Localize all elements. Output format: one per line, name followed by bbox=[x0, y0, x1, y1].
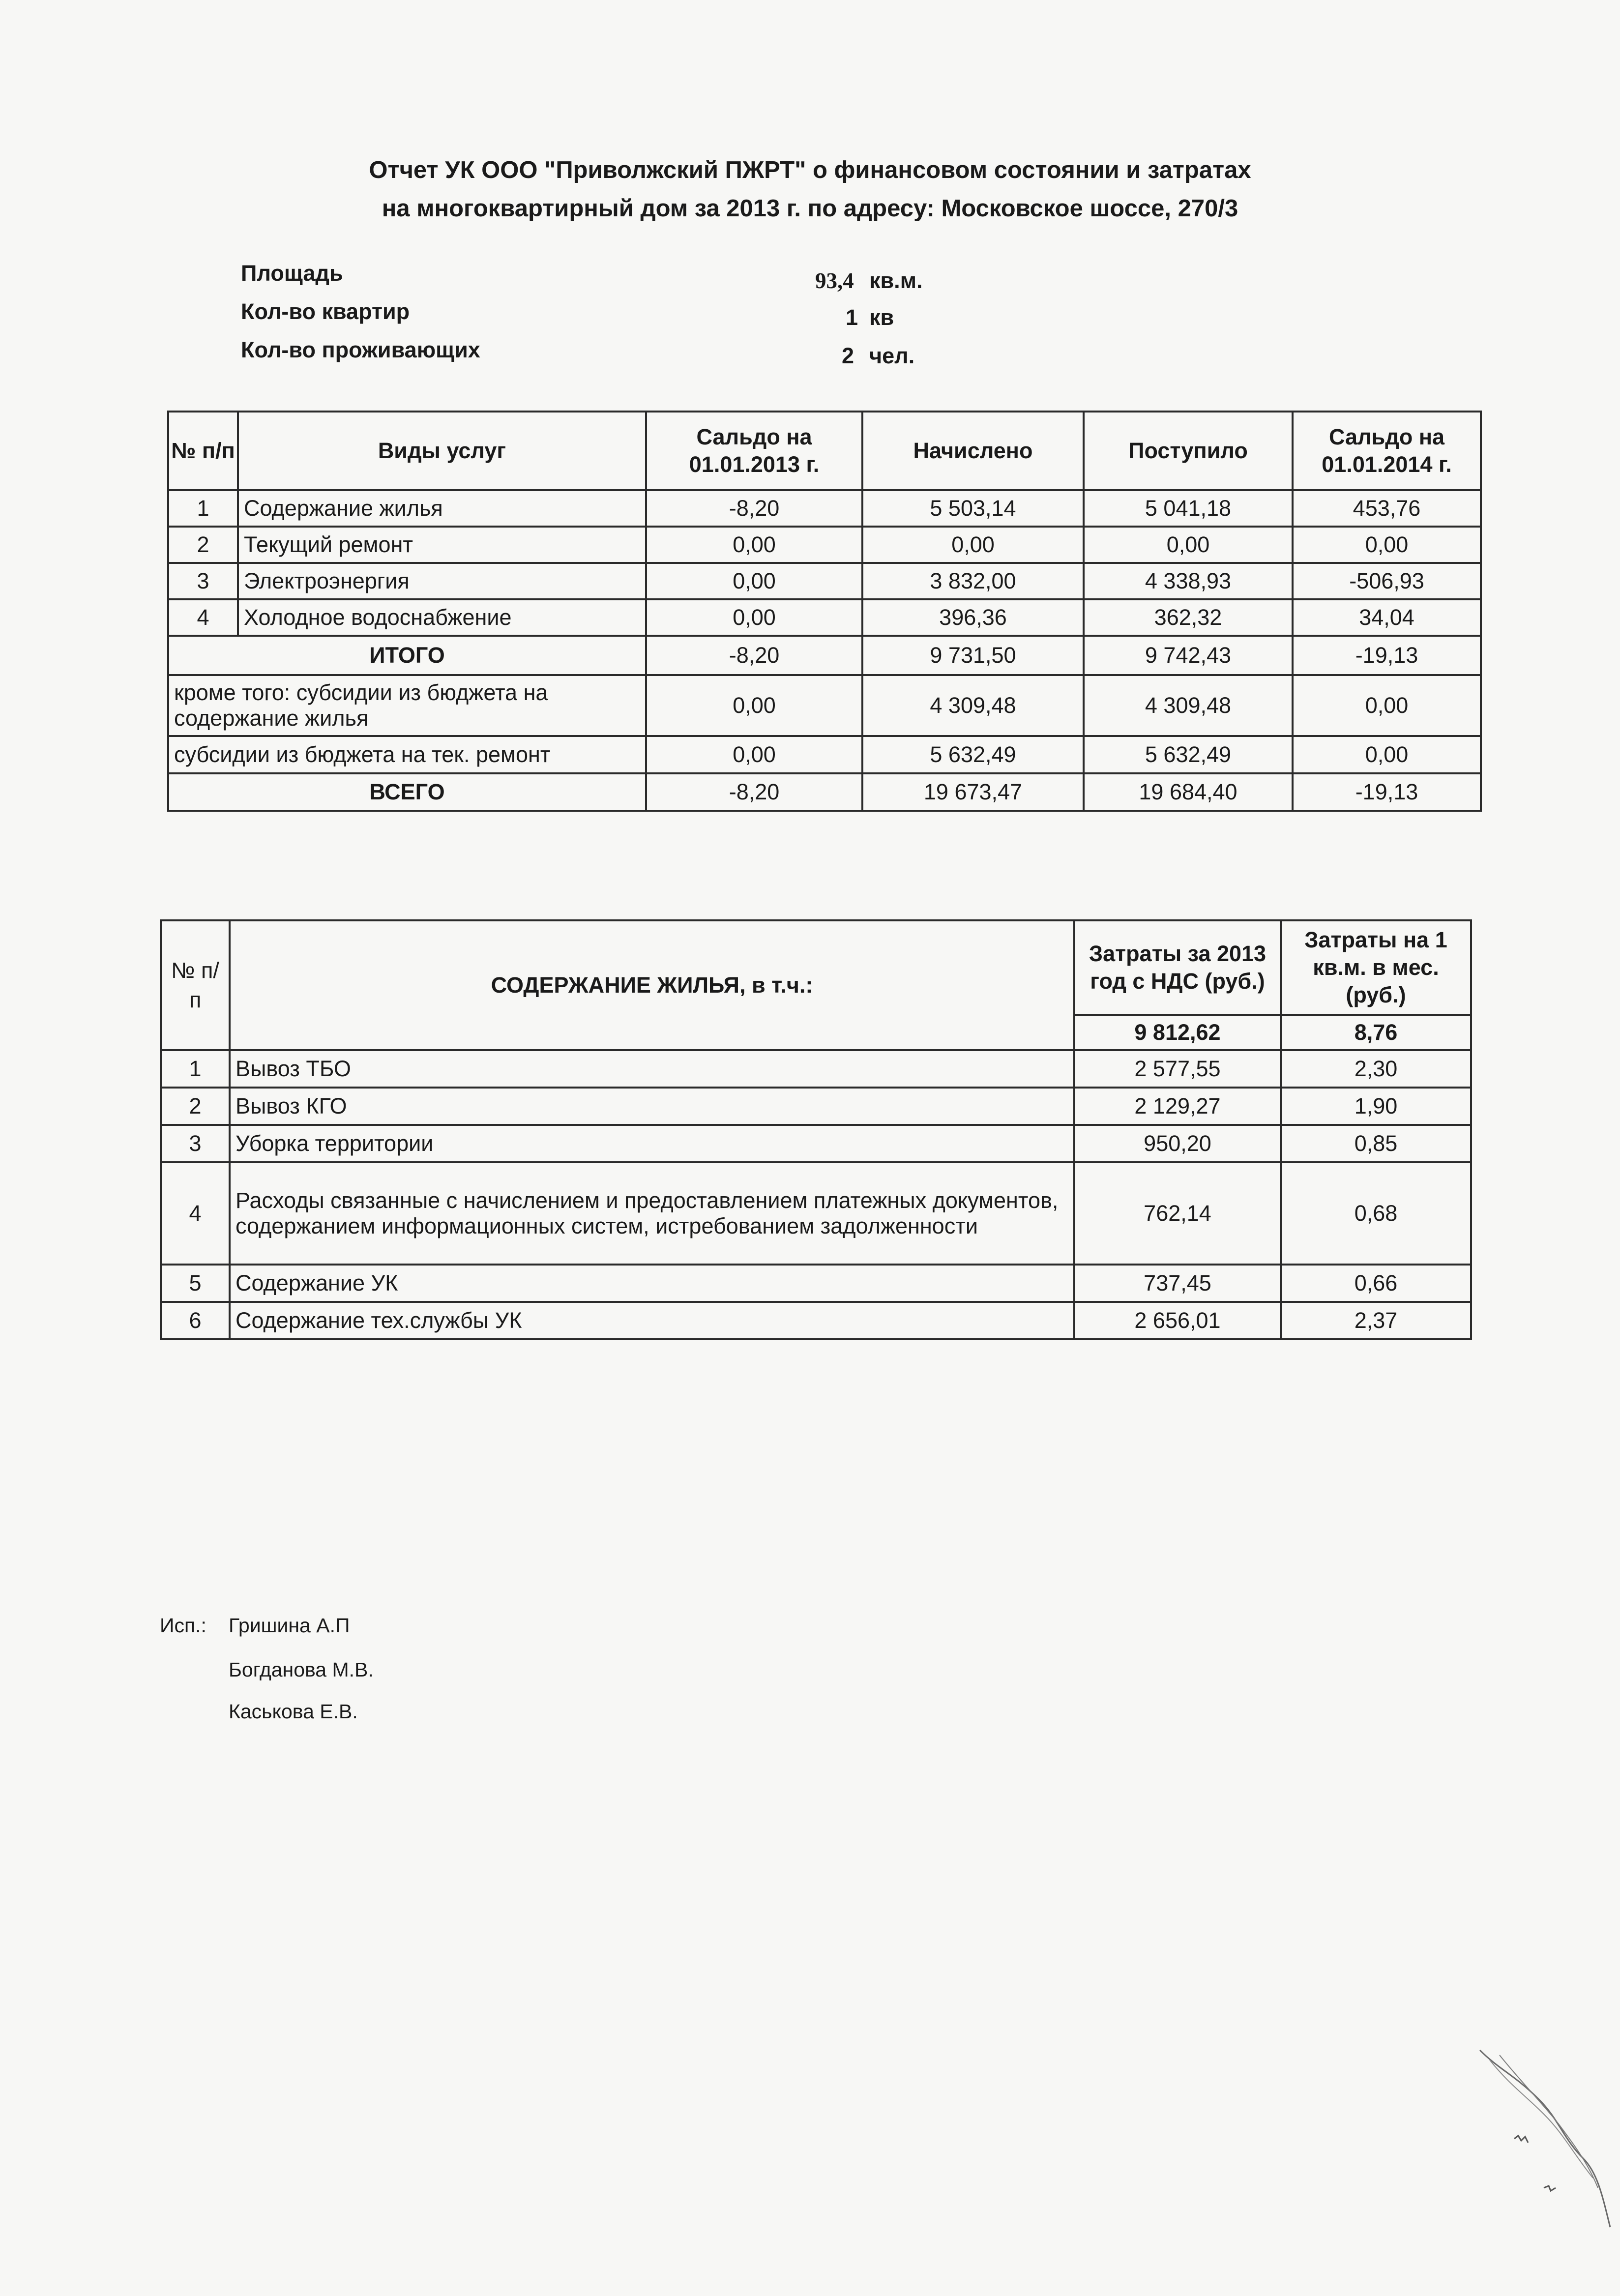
row-number: 1 bbox=[168, 490, 238, 527]
col-header-balance-start: Сальдо на 01.01.2013 г. bbox=[646, 412, 862, 490]
finance-table bbox=[167, 411, 1482, 812]
year-cost: 2 129,27 bbox=[1074, 1088, 1281, 1125]
vsego-accrued: 19 673,47 bbox=[862, 773, 1084, 811]
monthly-cost: 2,30 bbox=[1281, 1050, 1471, 1088]
year-cost: 2 577,55 bbox=[1074, 1050, 1281, 1088]
monthly-cost: 2,37 bbox=[1281, 1302, 1471, 1339]
year-cost: 950,20 bbox=[1074, 1125, 1281, 1162]
cost-name: Вывоз КГО bbox=[230, 1088, 1074, 1125]
residents-label: Кол-во проживающих bbox=[241, 337, 480, 362]
residents-value: 2 bbox=[842, 343, 854, 368]
accrued: 396,36 bbox=[862, 599, 1084, 636]
residents-unit: чел. bbox=[869, 343, 915, 368]
itogo-row bbox=[168, 636, 1481, 675]
report-title-line1: Отчет УК ООО "Приволжский ПЖРТ" о финансовом состоянии и затратах bbox=[369, 157, 1251, 183]
maintenance-costs-table bbox=[160, 919, 1472, 1340]
area-value: 93,4 bbox=[815, 268, 854, 293]
apartments-unit: кв bbox=[869, 305, 894, 330]
balance-start: 0,00 bbox=[646, 527, 862, 563]
table-row bbox=[161, 1125, 1471, 1162]
received: 5 041,18 bbox=[1084, 490, 1293, 527]
monthly-cost: 0,85 bbox=[1281, 1125, 1471, 1162]
subsidy-maintenance-balance-start: 0,00 bbox=[646, 675, 862, 736]
balance-end: 0,00 bbox=[1293, 527, 1481, 563]
cost-name: Уборка территории bbox=[230, 1125, 1074, 1162]
vsego-received: 19 684,40 bbox=[1084, 773, 1293, 811]
col-header-maintenance: СОДЕРЖАНИЕ ЖИЛЬЯ, в т.ч.: bbox=[230, 920, 1074, 1050]
itogo-balance-start: -8,20 bbox=[646, 636, 862, 675]
vsego-row bbox=[168, 773, 1481, 811]
apartments-label: Кол-во квартир bbox=[241, 299, 410, 324]
year-cost: 737,45 bbox=[1074, 1265, 1281, 1302]
itogo-label: ИТОГО bbox=[168, 636, 646, 675]
table-row bbox=[161, 1302, 1471, 1339]
col-header-received: Поступило bbox=[1084, 412, 1293, 490]
monthly-cost: 0,66 bbox=[1281, 1265, 1471, 1302]
apartments-value: 1 bbox=[846, 305, 858, 330]
cost-name: Содержание УК bbox=[230, 1265, 1074, 1302]
subsidy-repair-accrued: 5 632,49 bbox=[862, 736, 1084, 773]
accrued: 0,00 bbox=[862, 527, 1084, 563]
balance-start: 0,00 bbox=[646, 599, 862, 636]
subsidy-maintenance-label: кроме того: субсидии из бюджета на содержание жилья bbox=[168, 675, 646, 736]
area-label: Площадь bbox=[241, 261, 343, 286]
table-row bbox=[168, 563, 1481, 599]
row-number: 4 bbox=[161, 1162, 230, 1265]
service-name: Холодное водоснабжение bbox=[238, 599, 646, 636]
table-header-row bbox=[168, 412, 1481, 490]
balance-start: 0,00 bbox=[646, 563, 862, 599]
received: 362,32 bbox=[1084, 599, 1293, 636]
accrued: 5 503,14 bbox=[862, 490, 1084, 527]
col-header-year-costs: Затраты за 2013 год с НДС (руб.) bbox=[1074, 920, 1281, 1015]
balance-end: 34,04 bbox=[1293, 599, 1481, 636]
col-header-service: Виды услуг bbox=[238, 412, 646, 490]
col-header-accrued: Начислено bbox=[862, 412, 1084, 490]
col-header-monthly-costs: Затраты на 1 кв.м. в мес. (руб.) bbox=[1281, 920, 1471, 1015]
col-header-number: № п/п bbox=[161, 920, 230, 1050]
row-number: 6 bbox=[161, 1302, 230, 1339]
table-row bbox=[161, 1265, 1471, 1302]
report-title-line2: на многоквартирный дом за 2013 г. по адресу: Московское шоссе, 270/3 bbox=[382, 195, 1238, 222]
itogo-balance-end: -19,13 bbox=[1293, 636, 1481, 675]
total-year-costs: 9 812,62 bbox=[1074, 1015, 1281, 1050]
table-row bbox=[161, 1050, 1471, 1088]
service-name: Текущий ремонт bbox=[238, 527, 646, 563]
itogo-accrued: 9 731,50 bbox=[862, 636, 1084, 675]
table-row bbox=[161, 1162, 1471, 1265]
received: 0,00 bbox=[1084, 527, 1293, 563]
row-number: 1 bbox=[161, 1050, 230, 1088]
subsidy-maintenance-accrued: 4 309,48 bbox=[862, 675, 1084, 736]
subsidy-repair-balance-end: 0,00 bbox=[1293, 736, 1481, 773]
row-number: 3 bbox=[168, 563, 238, 599]
area-unit: кв.м. bbox=[869, 268, 923, 293]
executors-label: Исп.: bbox=[160, 1614, 206, 1637]
total-monthly-costs: 8,76 bbox=[1281, 1015, 1471, 1050]
monthly-cost: 0,68 bbox=[1281, 1162, 1471, 1265]
subsidy-maintenance-row bbox=[168, 675, 1481, 736]
executor-name: Каськова Е.В. bbox=[229, 1700, 358, 1723]
table-row bbox=[161, 1088, 1471, 1125]
itogo-received: 9 742,43 bbox=[1084, 636, 1293, 675]
executor-name: Гришина А.П bbox=[229, 1614, 350, 1637]
col-header-number: № п/п bbox=[168, 412, 238, 490]
monthly-cost: 1,90 bbox=[1281, 1088, 1471, 1125]
table-header-row bbox=[161, 920, 1471, 1015]
balance-end: 453,76 bbox=[1293, 490, 1481, 527]
year-cost: 2 656,01 bbox=[1074, 1302, 1281, 1339]
subsidy-repair-row bbox=[168, 736, 1481, 773]
service-name: Электроэнергия bbox=[238, 563, 646, 599]
executor-name: Богданова М.В. bbox=[229, 1658, 374, 1681]
vsego-balance-end: -19,13 bbox=[1293, 773, 1481, 811]
received: 4 338,93 bbox=[1084, 563, 1293, 599]
row-number: 2 bbox=[161, 1088, 230, 1125]
cost-name: Содержание тех.службы УК bbox=[230, 1302, 1074, 1339]
balance-start: -8,20 bbox=[646, 490, 862, 527]
subsidy-repair-label: субсидии из бюджета на тек. ремонт bbox=[168, 736, 646, 773]
subsidy-maintenance-received: 4 309,48 bbox=[1084, 675, 1293, 736]
row-number: 2 bbox=[168, 527, 238, 563]
pen-scribble-mark bbox=[1470, 2040, 1618, 2237]
table-row bbox=[168, 490, 1481, 527]
vsego-balance-start: -8,20 bbox=[646, 773, 862, 811]
col-header-balance-end: Сальдо на 01.01.2014 г. bbox=[1293, 412, 1481, 490]
balance-end: -506,93 bbox=[1293, 563, 1481, 599]
table-row bbox=[168, 527, 1481, 563]
cost-name: Вывоз ТБО bbox=[230, 1050, 1074, 1088]
service-name: Содержание жилья bbox=[238, 490, 646, 527]
vsego-label: ВСЕГО bbox=[168, 773, 646, 811]
row-number: 5 bbox=[161, 1265, 230, 1302]
cost-name: Расходы связанные с начислением и предоставлением платежных документов, содержанием информационных систем, истребованием задолженности bbox=[230, 1162, 1074, 1265]
subsidy-repair-received: 5 632,49 bbox=[1084, 736, 1293, 773]
year-cost: 762,14 bbox=[1074, 1162, 1281, 1265]
table-row bbox=[168, 599, 1481, 636]
accrued: 3 832,00 bbox=[862, 563, 1084, 599]
row-number: 3 bbox=[161, 1125, 230, 1162]
row-number: 4 bbox=[168, 599, 238, 636]
subsidy-maintenance-balance-end: 0,00 bbox=[1293, 675, 1481, 736]
subsidy-repair-balance-start: 0,00 bbox=[646, 736, 862, 773]
